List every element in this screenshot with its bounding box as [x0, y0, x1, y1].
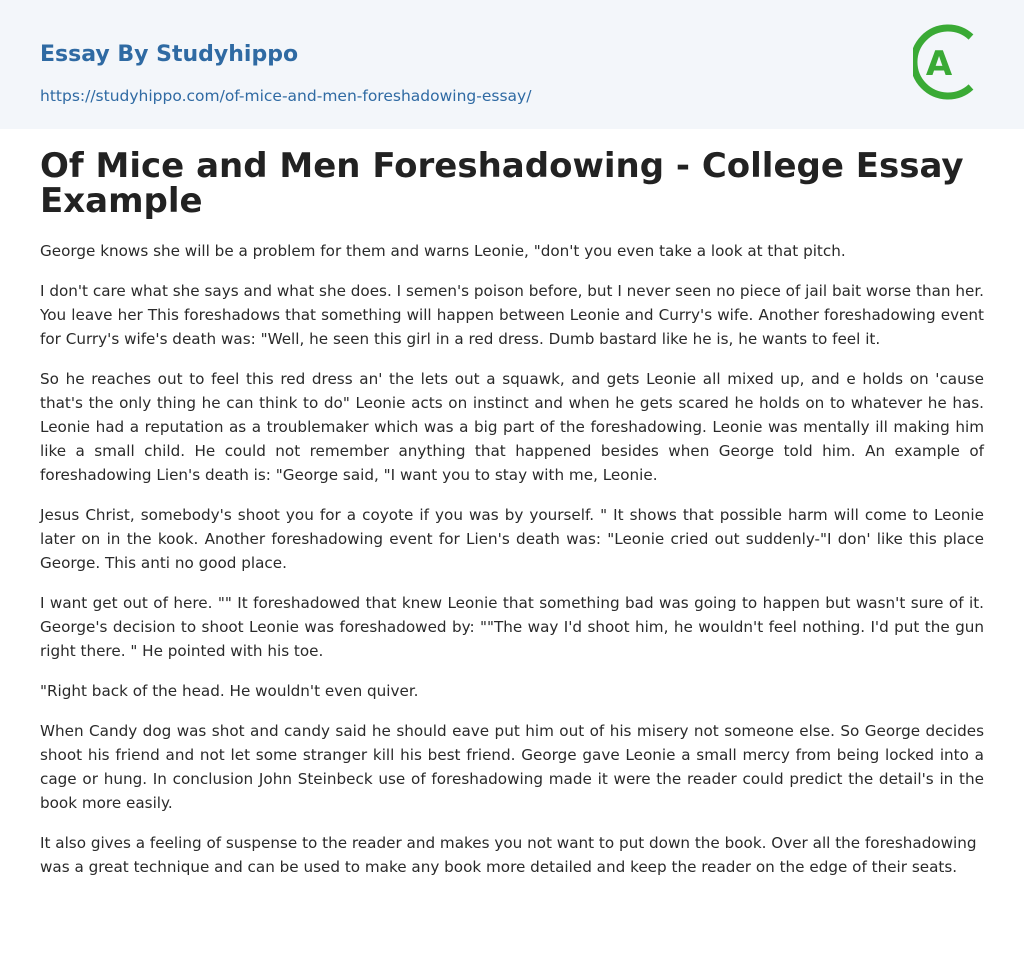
essay-paragraph: Jesus Christ, somebody's shoot you for a coyote if you was by yourself. " It shows that possible harm will come to Leonie later on in the kook. Another foreshadowing event for Lien's death was: "Leonie cried out suddenly-"I don' like this place George. This anti no good place. [40, 506, 984, 572]
site-brand[interactable]: Essay By Studyhippo [40, 42, 299, 67]
essay-paragraph: So he reaches out to feel this red dress an' the lets out a squawk, and gets Leonie all mixed up, and e holds on 'cause that's the only thing he can think to do" Leonie acts on instinct and when he gets scared he holds on to whatever he has. Leonie had a reputation as a troublemaker which was a big part of the foreshadowing. Leonie was mentally ill making him like a small child. He could not remember anything that happened besides when George told him. An example of foreshadowing Lien's death is: "George said, "I want you to stay with me, Leonie. [40, 370, 984, 484]
essay-paragraph: I want get out of here. "" It foreshadowed that knew Leonie that something bad was going to happen but wasn't sure of it. George's decision to shoot Leonie was foreshadowed by: ""The way I'd shoot him, he wouldn't feel nothing. I'd put the gun right there. " He pointed with his toe. [40, 594, 984, 660]
essay-url-link[interactable]: https://studyhippo.com/of-mice-and-men-foreshadowing-essay/ [40, 87, 532, 105]
essay-paragraph: When Candy dog was shot and candy said he should eave put him out of his misery not someone else. So George decides shoot his friend and not let some stranger kill his best friend. George gave Leonie a small mercy from being locked into a cage or hung. In conclusion John Steinbeck use of foreshadowing made it were the reader could predict the detail's in the book more easily. [40, 722, 984, 812]
essay-paragraph: George knows she will be a problem for them and warns Leonie, "don't you even take a look at that pitch. [40, 242, 846, 260]
studyhippo-logo-icon[interactable] [913, 19, 985, 105]
essay-paragraph: "Right back of the head. He wouldn't even quiver. [40, 682, 419, 700]
logo-letter: A [925, 44, 953, 84]
site-header [0, 0, 1024, 129]
essay-content [0, 129, 1024, 879]
essay-title: Of Mice and Men Foreshadowing - College Essay Example [40, 146, 964, 221]
essay-paragraph: It also gives a feeling of suspense to the reader and makes you not want to put down the book. Over all the foreshadowing was a great technique and can be used to make any book more detailed and keep the reader on the edge of their seats. [40, 834, 977, 876]
essay-paragraph: I don't care what she says and what she does. I semen's poison before, but I never seen no piece of jail bait worse than her. You leave her This foreshadows that something will happen between Leonie and Curry's wife. Another foreshadowing event for Curry's wife's death was: "Well, he seen this girl in a red dress. Dumb bastard like he is, he wants to feel it. [40, 282, 984, 348]
